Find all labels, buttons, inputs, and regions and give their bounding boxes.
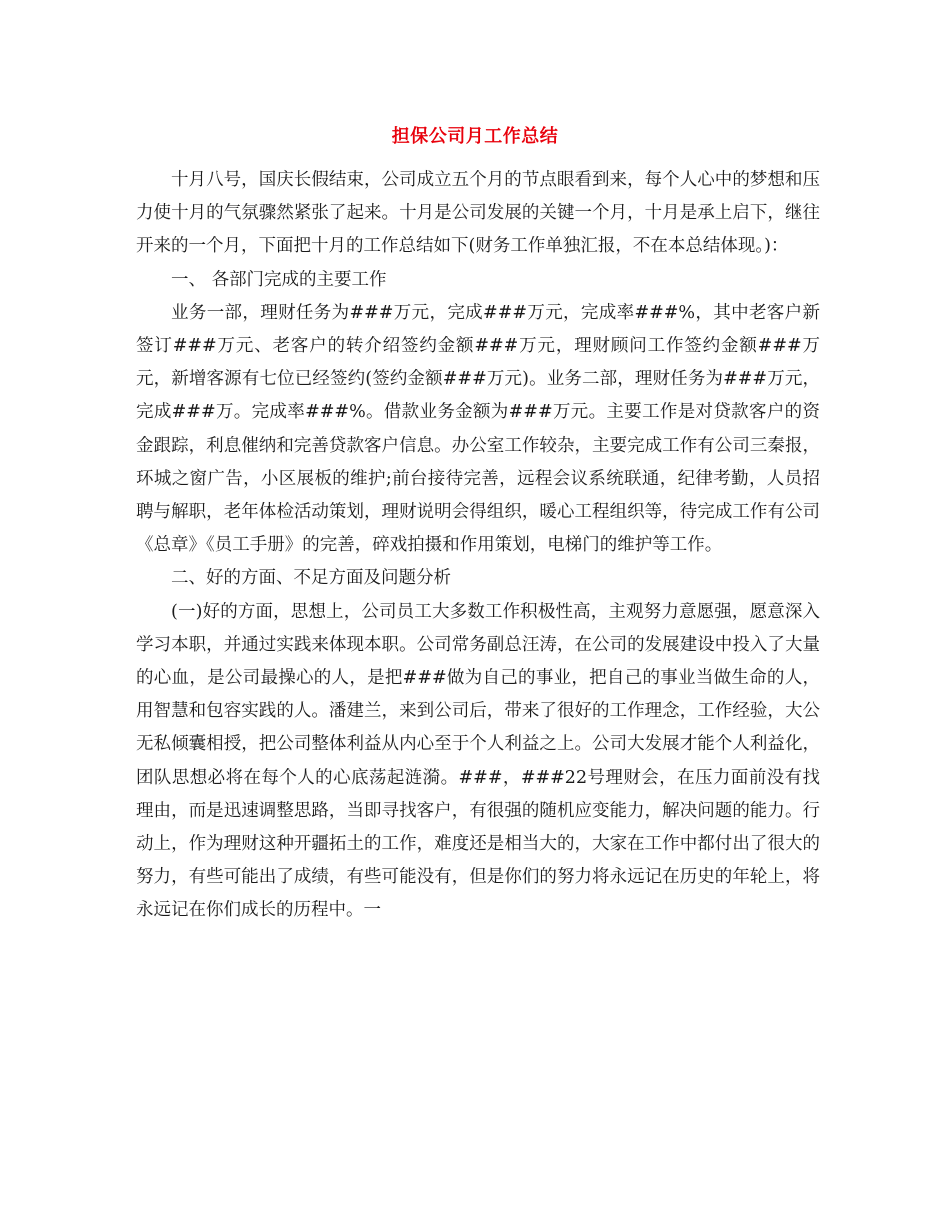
section-heading-1: 一、 各部门完成的主要工作	[171, 269, 387, 290]
paragraph-intro: 十月八号，国庆长假结束，公司成立五个月的节点眼看到来，每个人心中的梦想和压力使十月的气氛骤然紧张了起来。十月是公司发展的关键一个月，十月是承上启下，继往开来的一个月，下面把十月的工作总结如下(财务工作单独汇报，不在本总结体现。)：	[136, 170, 820, 257]
document-title: 担保公司月工作总结	[391, 126, 559, 147]
section-heading-2: 二、好的方面、不足方面及问题分析	[171, 568, 451, 589]
paragraph-departments: 业务一部，理财任务为###万元，完成###万元，完成率###%，其中老客户新签订###万元、老客户的转介绍签约金额###万元，理财顾问工作签约金额###万元，新增客源有七位已经签约(签约金额###万元)。业务二部，理财任务为###万元，完成###万。完成率###%。借款业务金额为###万元。主要工作是对贷款客户的资金跟踪，利息催纳和完善贷款客户信息。办公室工作较杂，主要完成工作有公司三秦报，环城之窗广告，小区展板的维护;前台接待完善，远程会议系统联通，纪律考勤，人员招聘与解职，老年体检活动策划，理财说明会得组织，暖心工程组织等，待完成工作有公司《总章》《员工手册》的完善，碎戏拍摄和作用策划，电梯门的维护等工作。	[136, 302, 820, 556]
document-body	[136, 164, 820, 928]
paragraph-analysis: (一)好的方面，思想上，公司员工大多数工作积极性高，主观努力意愿强，愿意深入学习本职，并通过实践来体现本职。公司常务副总汪涛，在公司的发展建设中投入了大量的心血，是公司最操心的人，是把###做为自己的事业，把自己的事业当做生命的人，用智慧和包容实践的人。潘建兰，来到公司后，带来了很好的工作理念，工作经验，大公无私倾囊相授，把公司整体利益从内心至于个人利益之上。公司大发展才能个人利益化，团队思想必将在每个人的心底荡起涟漪。###，###22号理财会，在压力面前没有找理由，而是迅速调整思路，当即寻找客户，有很强的随机应变能力，解决问题的能力。行动上，作为理财这种开疆拓土的工作，难度还是相当大的，大家在工作中都付出了很大的努力，有些可能出了成绩，有些可能没有，但是你们的努力将永远记在历史的年轮上，将永远记在你们成长的历程中。一	[136, 601, 820, 921]
